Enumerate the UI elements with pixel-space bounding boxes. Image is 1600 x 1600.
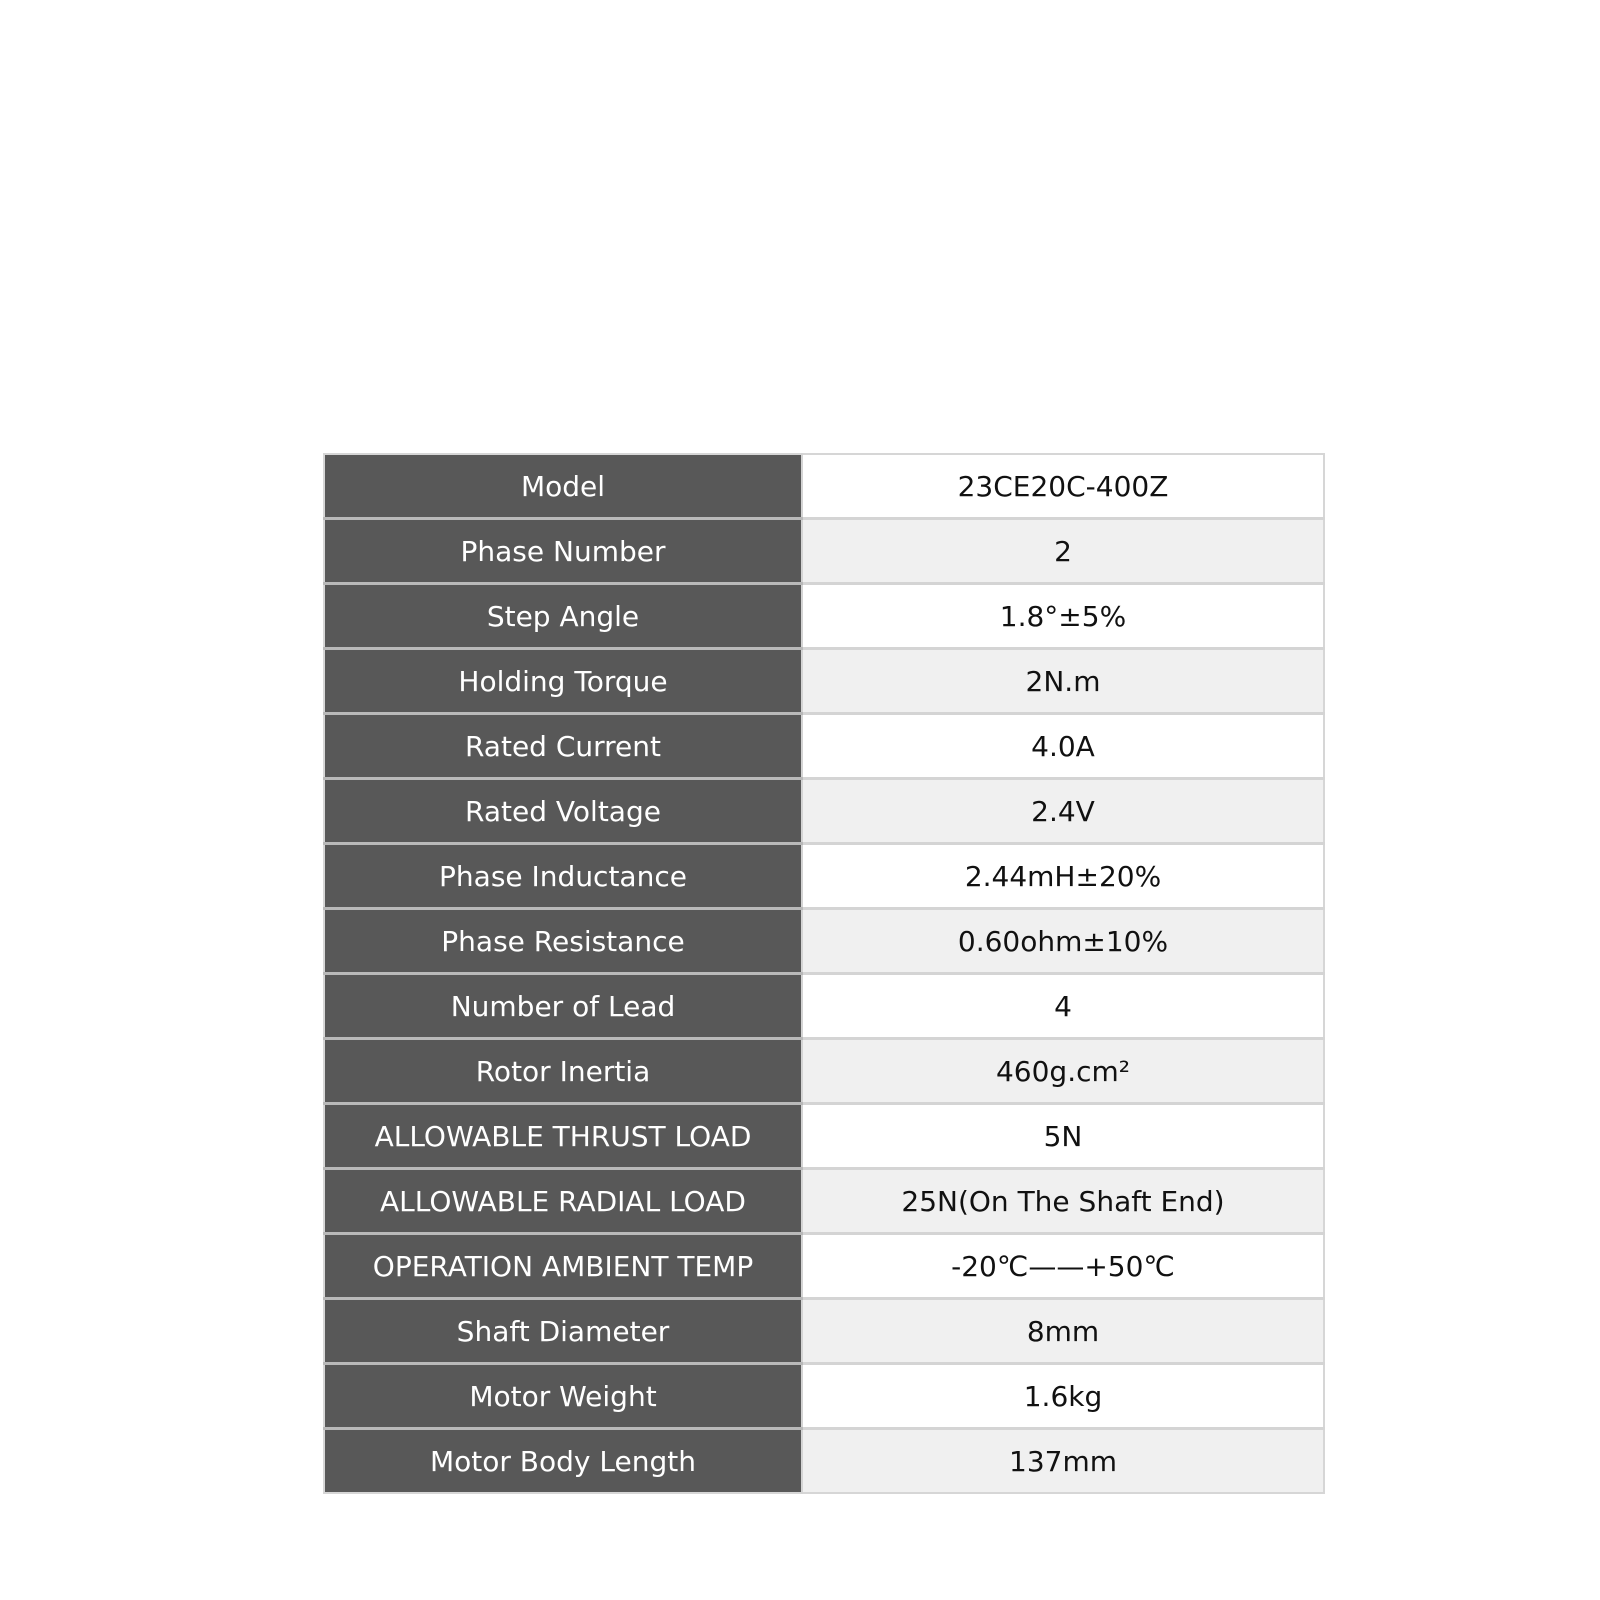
spec-row-rated-current (324, 714, 1324, 779)
spec-label: Shaft Diameter (324, 1299, 802, 1364)
spec-row-holding-torque (324, 649, 1324, 714)
spec-row-shaft-diameter (324, 1299, 1324, 1364)
spec-value: 137mm (802, 1429, 1324, 1494)
spec-label: ALLOWABLE RADIAL LOAD (324, 1169, 802, 1234)
spec-value: 2 (802, 519, 1324, 584)
spec-value: 8mm (802, 1299, 1324, 1364)
spec-table-body (324, 454, 1324, 1493)
spec-value: 4 (802, 974, 1324, 1039)
spec-row-step-angle (324, 584, 1324, 649)
spec-value: -20℃——+50℃ (802, 1234, 1324, 1299)
spec-value: 2.4V (802, 779, 1324, 844)
spec-row-phase-inductance (324, 844, 1324, 909)
spec-label: Motor Weight (324, 1364, 802, 1429)
spec-value: 2.44mH±20% (802, 844, 1324, 909)
spec-label: OPERATION AMBIENT TEMP (324, 1234, 802, 1299)
spec-label: Phase Inductance (324, 844, 802, 909)
spec-label: Number of Lead (324, 974, 802, 1039)
spec-row-motor-weight (324, 1364, 1324, 1429)
spec-row-rated-voltage (324, 779, 1324, 844)
spec-row-allowable-radial-load (324, 1169, 1324, 1234)
spec-label: Rated Voltage (324, 779, 802, 844)
spec-value: 23CE20C-400Z (802, 454, 1324, 519)
spec-value: 460g.cm² (802, 1039, 1324, 1104)
spec-label: Step Angle (324, 584, 802, 649)
spec-label: Phase Number (324, 519, 802, 584)
spec-value: 25N(On The Shaft End) (802, 1169, 1324, 1234)
spec-table (323, 453, 1325, 1494)
spec-row-allowable-thrust-load (324, 1104, 1324, 1169)
spec-row-phase-resistance (324, 909, 1324, 974)
spec-label: Rated Current (324, 714, 802, 779)
spec-label: Model (324, 454, 802, 519)
spec-value: 1.6kg (802, 1364, 1324, 1429)
spec-label: ALLOWABLE THRUST LOAD (324, 1104, 802, 1169)
spec-label: Holding Torque (324, 649, 802, 714)
spec-row-phase-number (324, 519, 1324, 584)
spec-value: 1.8°±5% (802, 584, 1324, 649)
spec-row-model (324, 454, 1324, 519)
spec-label: Rotor Inertia (324, 1039, 802, 1104)
spec-value: 5N (802, 1104, 1324, 1169)
spec-row-motor-body-length (324, 1429, 1324, 1494)
spec-label: Phase Resistance (324, 909, 802, 974)
spec-row-rotor-inertia (324, 1039, 1324, 1104)
spec-label: Motor Body Length (324, 1429, 802, 1494)
spec-value: 0.60ohm±10% (802, 909, 1324, 974)
spec-value: 2N.m (802, 649, 1324, 714)
spec-value: 4.0A (802, 714, 1324, 779)
spec-row-number-of-lead (324, 974, 1324, 1039)
spec-row-operation-ambient-temp (324, 1234, 1324, 1299)
